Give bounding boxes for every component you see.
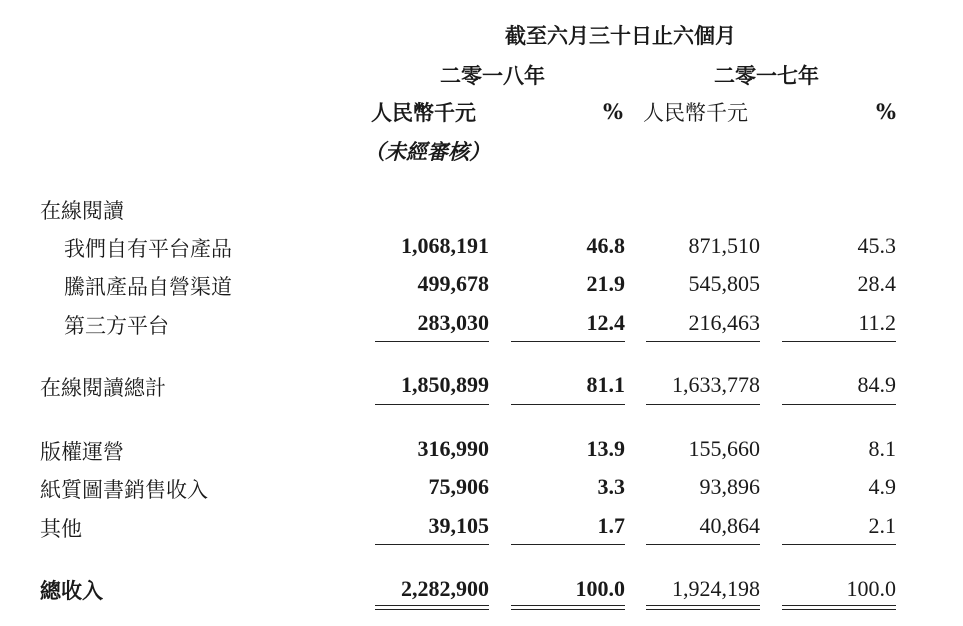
subtotal-rule — [782, 341, 896, 342]
row-value-2017: 1,924,198 — [672, 576, 760, 601]
row-value-2018: 283,030 — [417, 310, 489, 335]
row-value-2017: 40,864 — [699, 513, 760, 538]
row-percent-2017: 8.1 — [868, 436, 896, 461]
subtotal-rule — [511, 341, 625, 342]
row-value-2017: 545,805 — [688, 271, 760, 296]
row-percent-2018: 46.8 — [586, 233, 625, 258]
total-double-rule — [511, 605, 625, 606]
row-value-2018: 499,678 — [417, 271, 489, 296]
row-value-2018: 2,282,900 — [401, 576, 489, 601]
row-percent-2017: 28.4 — [857, 271, 896, 296]
row-label: 其他 — [40, 517, 82, 541]
row-percent-2018: 12.4 — [586, 310, 625, 335]
total-double-rule — [782, 605, 896, 606]
row-value-2018: 1,068,191 — [401, 233, 489, 258]
total-double-rule — [375, 605, 489, 606]
unaudited-label: （未經審核） — [364, 139, 490, 164]
row-value-2017: 871,510 — [688, 233, 760, 258]
total-double-rule — [511, 609, 625, 610]
total-double-rule — [646, 609, 760, 610]
row-value-2018: 1,850,899 — [401, 372, 489, 397]
unit-2018-label: 人民幣千元 — [371, 100, 476, 125]
row-percent-2017: 45.3 — [857, 233, 896, 258]
row-value-2017: 155,660 — [688, 436, 760, 461]
period-heading: 截至六月三十日止六個月 — [505, 23, 736, 48]
total-rule — [375, 544, 489, 545]
row-label: 第三方平台 — [64, 314, 169, 338]
row-percent-2018: 1.7 — [597, 513, 625, 538]
row-percent-2017: 2.1 — [868, 513, 896, 538]
subtotal-underline — [511, 404, 625, 405]
row-percent-2018: 13.9 — [586, 436, 625, 461]
row-label: 騰訊產品自營渠道 — [64, 275, 232, 299]
subtotal-underline — [782, 404, 896, 405]
row-percent-2018: 3.3 — [597, 474, 625, 499]
row-value-2017: 93,896 — [699, 474, 760, 499]
row-label: 總收入 — [40, 578, 103, 603]
row-label: 我們自有平台產品 — [64, 237, 232, 261]
total-double-rule — [782, 609, 896, 610]
row-label: 在線閱讀總計 — [40, 376, 166, 400]
row-value-2018: 316,990 — [417, 436, 489, 461]
row-percent-2018: 81.1 — [586, 372, 625, 397]
total-rule — [646, 544, 760, 545]
row-label: 紙質圖書銷售收入 — [40, 478, 208, 502]
percent-2017-label: % — [876, 99, 896, 124]
percent-2018-label: % — [603, 99, 623, 124]
row-value-2018: 39,105 — [428, 513, 489, 538]
subtotal-underline — [646, 404, 760, 405]
total-double-rule — [375, 609, 489, 610]
subtotal-rule — [646, 341, 760, 342]
row-value-2017: 216,463 — [688, 310, 760, 335]
row-percent-2018: 21.9 — [586, 271, 625, 296]
row-percent-2017: 100.0 — [846, 576, 896, 601]
subtotal-rule — [375, 341, 489, 342]
row-value-2018: 75,906 — [428, 474, 489, 499]
row-percent-2017: 11.2 — [858, 310, 896, 335]
row-percent-2017: 84.9 — [857, 372, 896, 397]
total-double-rule — [646, 605, 760, 606]
subtotal-underline — [375, 404, 489, 405]
year-2017-heading: 二零一七年 — [714, 63, 819, 88]
total-rule — [511, 544, 625, 545]
row-label: 版權運營 — [40, 440, 124, 464]
row-value-2017: 1,633,778 — [672, 372, 760, 397]
year-2018-heading: 二零一八年 — [440, 63, 545, 88]
unit-2017-label: 人民幣千元 — [643, 101, 748, 125]
total-rule — [782, 544, 896, 545]
row-percent-2017: 4.9 — [868, 474, 896, 499]
section-online-reading: 在線閱讀 — [40, 199, 124, 223]
row-percent-2018: 100.0 — [575, 576, 625, 601]
